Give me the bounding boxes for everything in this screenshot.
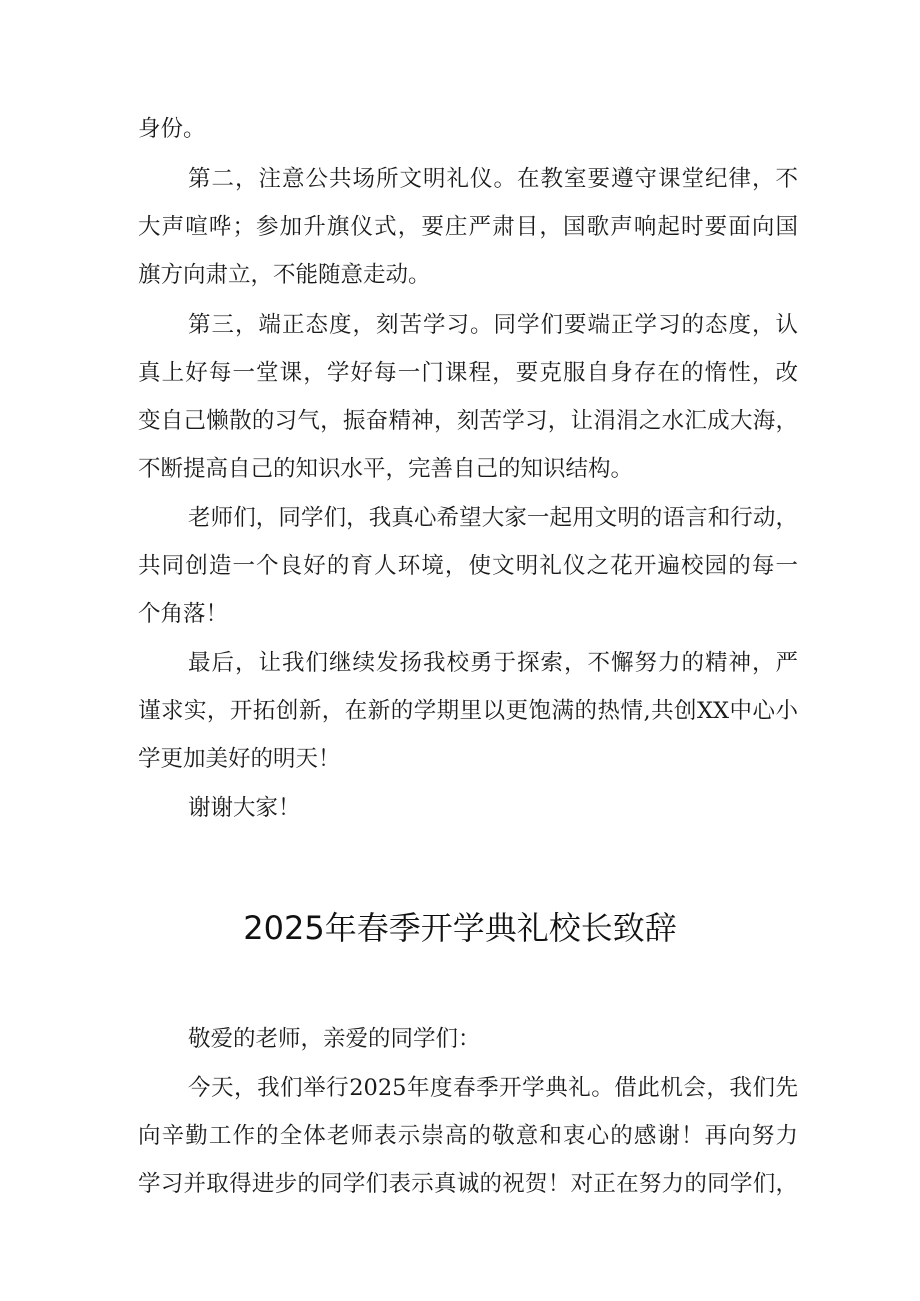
paragraph-line: 最后，让我们继续发扬我校勇于探索，不懈努力的精神，严 <box>188 650 798 676</box>
paragraph-line: 共同创造一个良好的育人环境，使文明礼仪之花开遍校园的每一 <box>138 553 798 579</box>
paragraph-line: 第二，注意公共场所文明礼仪。在教室要遵守课堂纪律，不 <box>188 166 798 192</box>
paragraph-line: 谨求实，开拓创新，在新的学期里以更饱满的热情,共创XX中心小 <box>138 698 798 724</box>
document-title: 2025年春季开学典礼校长致辞 <box>243 909 677 947</box>
paragraph-line: 向辛勤工作的全体老师表示崇高的敬意和衷心的感谢！再向努力 <box>138 1123 798 1149</box>
paragraph-line: 老师们，同学们，我真心希望大家一起用文明的语言和行动， <box>188 505 798 531</box>
salutation-line: 敬爱的老师，亲爱的同学们： <box>188 1026 481 1052</box>
paragraph-line: 不断提高自己的知识水平，完善自己的知识结构。 <box>138 456 634 482</box>
paragraph-line: 学习并取得进步的同学们表示真诚的祝贺！对正在努力的同学们， <box>138 1171 798 1197</box>
paragraph-line: 大声喧哗；参加升旗仪式，要庄严肃目，国歌声响起时要面向国 <box>138 214 798 240</box>
paragraph-line: 变自己懒散的习气，振奋精神，刻苦学习，让涓涓之水汇成大海， <box>138 408 798 434</box>
paragraph-line: 身份。 <box>138 116 206 142</box>
paragraph-line: 今天，我们举行2025年度春季开学典礼。借此机会，我们先 <box>188 1075 798 1101</box>
paragraph-line: 旗方向肃立，不能随意走动。 <box>138 262 431 288</box>
paragraph-line: 真上好每一堂课，学好每一门课程，要克服自身存在的惰性，改 <box>138 360 798 386</box>
paragraph-line: 学更加美好的明天！ <box>138 746 341 772</box>
paragraph-line: 第三，端正态度，刻苦学习。同学们要端正学习的态度，认 <box>188 312 798 338</box>
paragraph-line: 个角落！ <box>138 601 229 627</box>
closing-line: 谢谢大家！ <box>188 795 301 821</box>
